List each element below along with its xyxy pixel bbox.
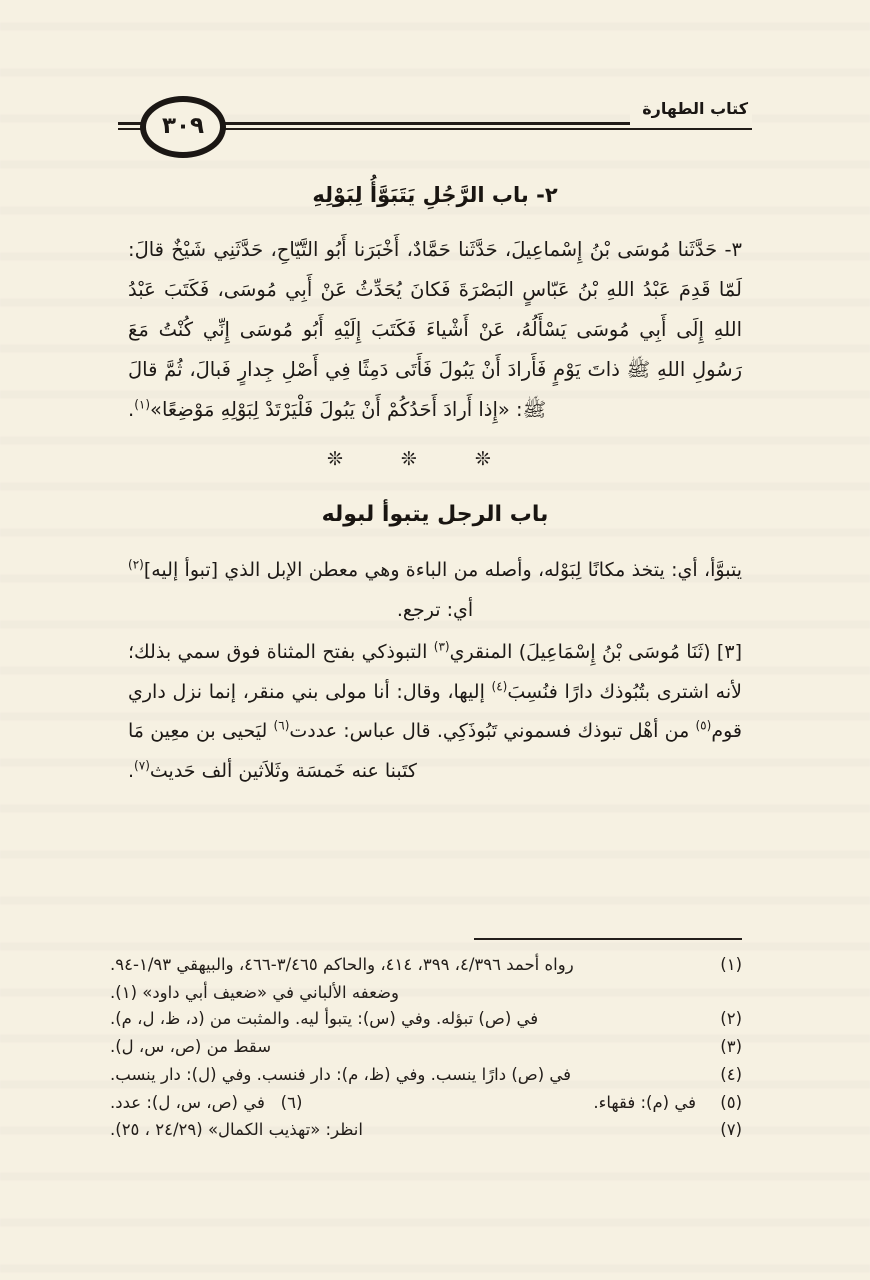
footnote-separator-rule <box>474 938 742 940</box>
commentary-2-seg6: . <box>128 760 135 783</box>
commentary-2-seg4: من أهْل تبوذك فسموني تَبُوذَكِي. قال عباس: عددت <box>289 720 696 743</box>
commentary-1-line2-before: الذي [تبوأ إليه] <box>143 558 261 581</box>
footnote-text: انظر: «تهذيب الكمال» (٢٤/٢٩ ، ٢٥). <box>110 1120 363 1140</box>
commentary-heading: باب الرجل يتبوأ لبوله <box>321 501 549 527</box>
footnote-marker-6: (٦) <box>273 719 290 734</box>
footnote-number: (١) <box>720 955 742 974</box>
section-separator: ❊ ❊ ❊ <box>327 447 517 470</box>
footnote-number: (٧) <box>720 1120 742 1140</box>
footnote-item <box>110 1090 742 1117</box>
running-title: كتاب الطهارة <box>630 92 752 126</box>
footnote-item <box>110 1006 742 1033</box>
commentary-2-seg2: التبوذكي بفتح المثناة فوق سمي بذلك؛ لأنه اشترى بتُبُوذك دارًا فنُسِبَ <box>128 640 742 703</box>
commentary-1-line1: يتبوَّأ، أي: يتخذ مكانًا لِبَوْله، وأصله من الباءة وهي معطن الإبل <box>266 558 742 581</box>
footnote-item <box>110 1034 742 1061</box>
footnote-item <box>110 1062 742 1089</box>
commentary-paragraph-1 <box>128 551 742 631</box>
footnote-number: (٢) <box>720 1009 742 1029</box>
page-number: ٣٠٩ <box>161 112 205 139</box>
footnote-marker-5: (٥) <box>695 719 712 734</box>
page-number-badge <box>140 96 226 158</box>
commentary-2-seg5: ليَحيى بن معِين مَا كتَبنا عنه خَمسَة وثَلاَثين ألف حَديث <box>128 720 417 783</box>
footnote-continuation: وضعفه الألباني في «ضعيف أبي داود» (١). <box>110 982 400 1002</box>
commentary-2-seg1: [٣] (ثَنَا مُوسَى بْنُ إِسْمَاعِيلَ) المنقري <box>449 640 742 663</box>
footnote-number: (٦) <box>280 1092 303 1112</box>
footnote-number: (٥) <box>720 1092 742 1112</box>
commentary-1-line2-after: أي: ترجع. <box>396 598 474 621</box>
footnotes-section <box>110 938 742 1145</box>
commentary-paragraph-2 <box>128 633 742 793</box>
hadith-paragraph <box>128 230 742 430</box>
footnote-item <box>110 952 742 979</box>
footnote-marker-4: (٤) <box>491 679 508 694</box>
footnote-text: في (ص) دارًا ينسب. وفي (ظ، م): دار فنسب. وفي (ل): دار ينسب. <box>110 1064 572 1084</box>
footnote-text: في (ص) تبؤله. وفي (س): يتبوأ ليه. والمثبت من (د، ظ، ل، م). <box>110 1009 539 1029</box>
hadith-footnote-marker: (١) <box>134 397 151 412</box>
footnote-marker-3: (٣) <box>433 639 450 654</box>
footnote-number: (٤) <box>720 1064 742 1084</box>
commentary-2-seg3: إليها، وقال: أنا مولى بني منقر، إنما نزل داري قوم <box>128 680 742 743</box>
footnote-text: سقط من (ص، س، ل). <box>110 1037 272 1057</box>
page-body <box>128 178 742 794</box>
footnote-item <box>110 1117 742 1144</box>
footnote-marker-2: (٢) <box>128 557 144 572</box>
chapter-heading: ٢- باب الرَّجُلِ يَتَبَوَّأُ لِبَوْلِهِ <box>312 183 558 207</box>
hadith-terminator: . <box>128 397 135 421</box>
footnote-text: في (ص، س، ل): عدد. <box>110 1092 265 1112</box>
hadith-text: ٣- حَدَّثَنا مُوسَى بْنُ إِسْماعِيلَ، حَدَّثَنا حَمَّادٌ، أَخْبَرَنا أَبُو التَّيّاحِ، حَدَّثَنِي شَيْخٌ قالَ: لَمّا قَدِمَ عَبْدُ اللهِ بْنُ عَبّاسٍ البَصْرَةَ فَكانَ يُحَدِّثُ عَنْ أَبِي مُوسَى، فَكَتَبَ عَبْدُ اللهِ إِلَى أَبِي مُوسَى يَسْأَلُهُ، عَنْ أَشْياءَ فَكَتَبَ إِلَيْهِ أَبُو مُوسَى إِنِّي كُنْتُ مَعَ رَسُولِ اللهِ ﷺ ذاتَ يَوْمٍ فَأَرادَ أَنْ يَبُولَ فَأَتَى دَمِثًا فِي أَصْلِ جِدارٍ فَبالَ، ثُمَّ قالَ ﷺ: «إِذا أَرادَ أَحَدُكُمْ أَنْ يَبُولَ فَلْيَرْتَدْ لِبَوْلِهِ مَوْضِعًا» <box>128 237 742 421</box>
footnote-text: رواه أحمد ٤/٣٩٦، ٣٩٩، ٤١٤، والحاكم ٣/٤٦٥-٤٦٦، والبيهقي ١/٩٣-٩٤. <box>110 955 574 974</box>
footnote-text: في (م): فقهاء. <box>593 1092 696 1112</box>
footnote-marker-7: (٧) <box>134 759 150 774</box>
page-header <box>118 96 752 158</box>
footnote-number: (٣) <box>720 1037 742 1057</box>
